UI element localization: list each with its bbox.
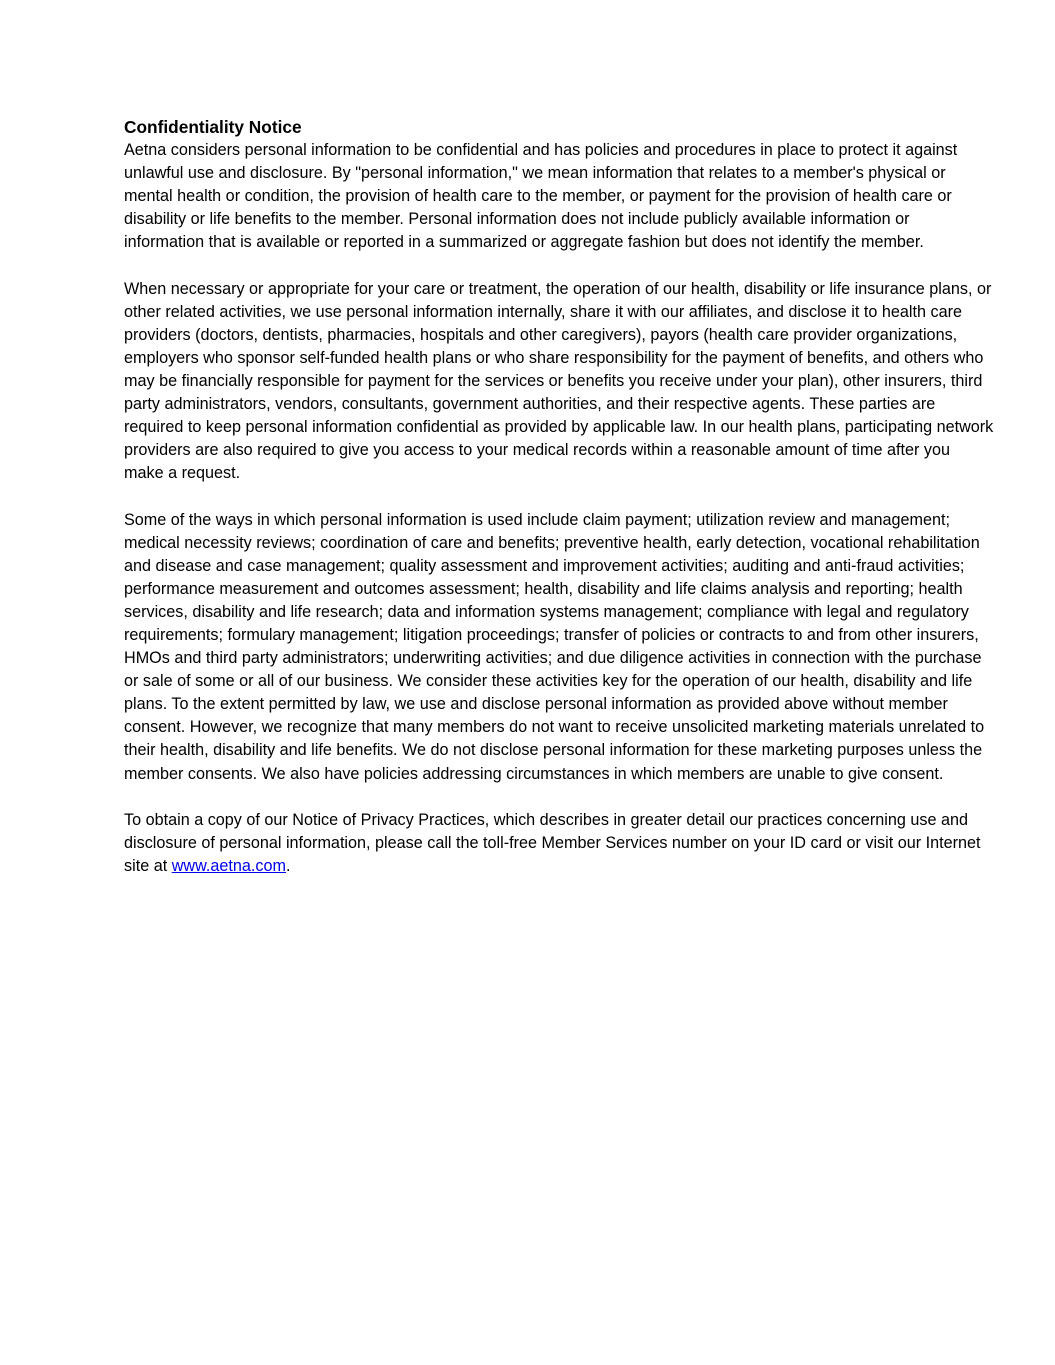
notice-paragraph-4 bbox=[124, 809, 994, 878]
notice-title: Confidentiality Notice bbox=[124, 117, 302, 137]
notice-paragraph-4-text: To obtain a copy of our Notice of Privacy Practices, which describes in greater detail our practices concerning use and disclosure of personal information, please call the toll-free Member Services number on your ID card or visit our Internet site at bbox=[124, 810, 981, 875]
aetna-website-link[interactable]: www.aetna.com bbox=[171, 856, 286, 875]
notice-paragraph-1: Aetna considers personal information to be confidential and has policies and procedures in place to protect it against unlawful use and disclosure. By "personal information," we mean information that relates to a member's physical or mental health or condition, the provision of health care to the member, or payment for the provision of health care or disability or life benefits to the member. Personal information does not include publicly available information or information that is available or reported in a summarized or aggregate fashion but does not identify the member. bbox=[124, 141, 958, 252]
confidentiality-notice bbox=[124, 116, 994, 901]
notice-paragraph-4-end: . bbox=[285, 856, 291, 875]
notice-paragraph-2: When necessary or appropriate for your care or treatment, the operation of our health, disability or life insurance plans, or other related activities, we use personal information internally, share it with our affiliates, and disclose it to health care providers (doctors, dentists, pharmacies, hospitals and other caregivers), payors (health care provider organizations, employers who sponsor self-funded health plans or who share responsibility for the payment of benefits, and others who may be financially responsible for payment for the services or benefits you receive under your plan), other insurers, third party administrators, vendors, consultants, government authorities, and their respective agents. These parties are required to keep personal information confidential as provided by applicable law. In our health plans, participating network providers are also required to give you access to your medical records within a reasonable amount of time after you make a request. bbox=[124, 279, 994, 483]
notice-paragraph-3: Some of the ways in which personal information is used include claim payment; utilization review and management; medical necessity reviews; coordination of care and benefits; preventive health, early detection, vocational rehabilitation and disease and case management; quality assessment and improvement activities; auditing and anti-fraud activities; performance measurement and outcomes assessment; health, disability and life claims analysis and reporting; health services, disability and life research; data and information systems management; compliance with legal and regulatory requirements; formulary management; litigation proceedings; transfer of policies or contracts to and from other insurers, HMOs and third party administrators; underwriting activities; and due diligence activities in connection with the purchase or sale of some or all of our business. We consider these activities key for the operation of our health, disability and life plans. To the extent permitted by law, we use and disclose personal information as provided above without member consent. However, we recognize that many members do not want to receive unsolicited marketing materials unrelated to their health, disability and life benefits. We do not disclose personal information for these marketing purposes unless the member consents. We also have policies addressing circumstances in which members are unable to give consent. bbox=[124, 510, 985, 783]
